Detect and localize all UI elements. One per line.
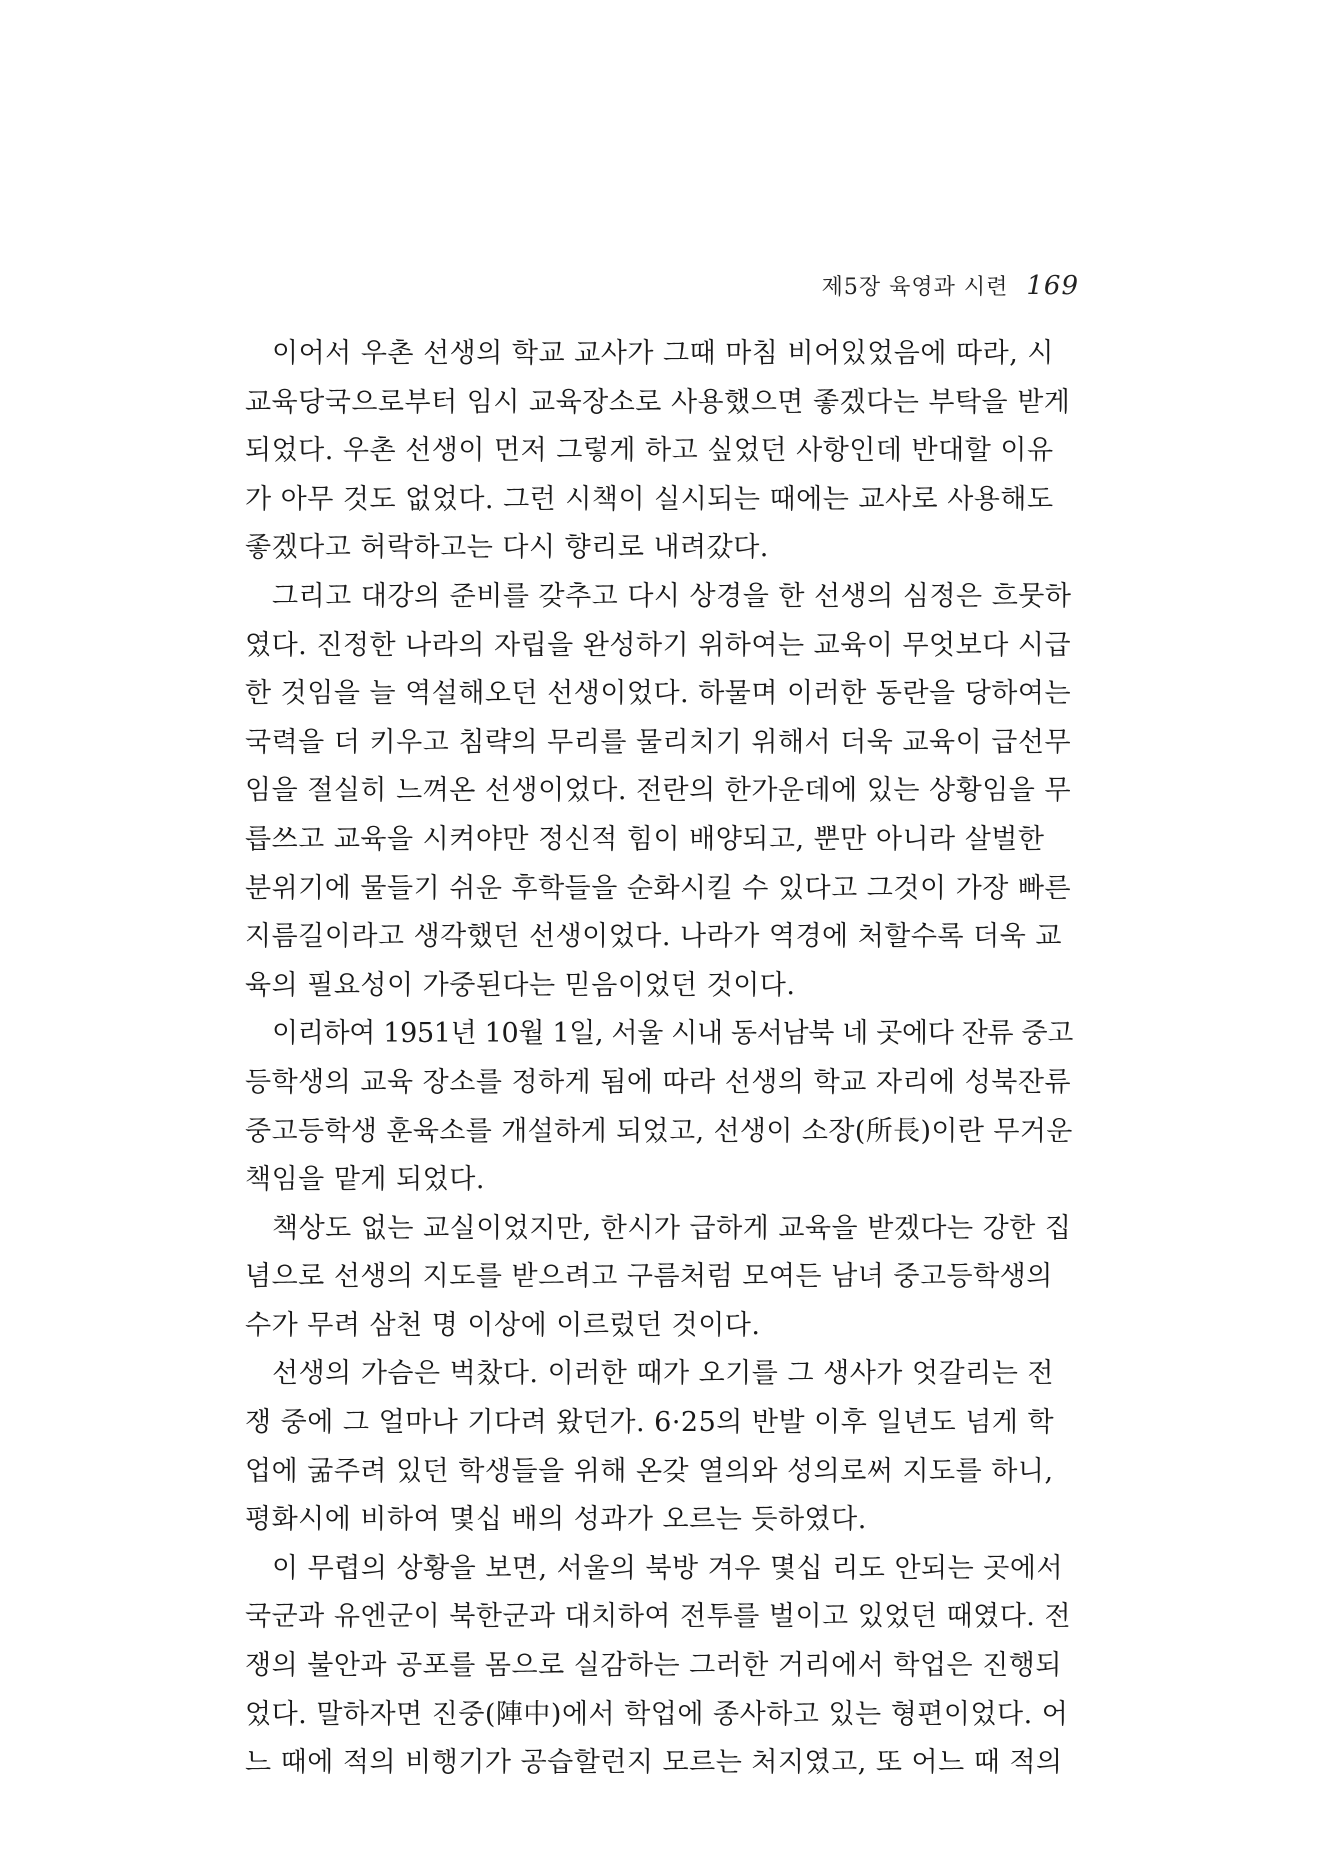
text-line: 육의 필요성이 가중된다는 믿음이었던 것이다. [245, 969, 796, 1001]
text-line: 수가 무려 삼천 명 이상에 이르렀던 것이다. [245, 1309, 761, 1341]
chapter-title: 제5장 육영과 시련 [821, 275, 1009, 300]
text-line: 등학생의 교육 장소를 정하게 됨에 따라 선생의 학교 자리에 성북잔류 [245, 1066, 1072, 1098]
text-line: 중고등학생 훈육소를 개설하게 되었고, 선생이 소장(所長)이란 무거운 [245, 1115, 1073, 1147]
text-line: 이 무렵의 상황을 보면, 서울의 북방 겨우 몇십 리도 안되는 곳에서 [272, 1552, 1064, 1584]
text-line: 쟁의 불안과 공포를 몸으로 실감하는 그러한 거리에서 학업은 진행되 [245, 1650, 1062, 1682]
text-line: 한 것임을 늘 역설해오던 선생이었다. 하물며 이러한 동란을 당하여는 [245, 678, 1072, 710]
text-line: 느 때에 적의 비행기가 공습할런지 모르는 처지였고, 또 어느 때 적의 [245, 1747, 1063, 1779]
text-line: 분위기에 물들기 쉬운 후학들을 순화시킬 수 있다고 그것이 가장 빠른 [245, 872, 1072, 904]
body-text [245, 330, 1073, 1788]
text-line: 좋겠다고 허락하고는 다시 향리로 내려갔다. [245, 532, 769, 564]
text-line: 선생의 가슴은 벅찼다. 이러한 때가 오기를 그 생사가 엇갈리는 전 [272, 1358, 1054, 1390]
page-number: 169 [1026, 271, 1079, 301]
text-line: 이어서 우촌 선생의 학교 교사가 그때 마침 비어있었음에 따라, 시 [272, 338, 1054, 369]
text-line: 가 아무 것도 없었다. 그런 시책이 실시되는 때에는 교사로 사용해도 [245, 483, 1054, 515]
text-line: 책임을 맡게 되었다. [245, 1164, 485, 1196]
text-line: 업에 굶주려 있던 학생들을 위해 온갖 열의와 성의로써 지도를 하니, [245, 1455, 1054, 1487]
text-line: 되었다. 우촌 선생이 먼저 그렇게 하고 싶었던 사항인데 반대할 이유 [245, 435, 1054, 467]
text-line: 이리하여 1951년 10월 1일, 서울 시내 동서남북 네 곳에다 잔류 중고 [272, 1018, 1074, 1050]
running-head [822, 270, 1079, 301]
text-line: 평화시에 비하여 몇십 배의 성과가 오르는 듯하였다. [245, 1504, 867, 1536]
text-line: 릅쓰고 교육을 시켜야만 정신적 힘이 배양되고, 뿐만 아니라 살벌한 [245, 823, 1045, 855]
text-line: 지름길이라고 생각했던 선생이었다. 나라가 역경에 처할수록 더욱 교 [245, 921, 1062, 953]
text-line: 책상도 없는 교실이었지만, 한시가 급하게 교육을 받겠다는 강한 집 [272, 1212, 1072, 1244]
text-line: 국군과 유엔군이 북한군과 대치하여 전투를 벌이고 있었던 때였다. 전 [245, 1601, 1072, 1633]
text-line: 념으로 선생의 지도를 받으려고 구름처럼 모여든 남녀 중고등학생의 [245, 1261, 1053, 1293]
text-line: 교육당국으로부터 임시 교육장소로 사용했으면 좋겠다는 부탁을 받게 [245, 386, 1071, 418]
text-line: 임을 절실히 느껴온 선생이었다. 전란의 한가운데에 있는 상황임을 무 [245, 775, 1072, 807]
text-line: 국력을 더 키우고 침략의 무리를 물리치기 위해서 더욱 교육이 급선무 [245, 726, 1072, 758]
text-line: 그리고 대강의 준비를 갖추고 다시 상경을 한 선생의 심정은 흐뭇하 [272, 580, 1072, 612]
text-line: 였다. 진정한 나라의 자립을 완성하기 위하여는 교육이 무엇보다 시급 [245, 629, 1072, 661]
text-line: 었다. 말하자면 진중(陣中)에서 학업에 종사하고 있는 형편이었다. 어 [245, 1698, 1069, 1730]
text-line: 쟁 중에 그 얼마나 기다려 왔던가. 6·25의 반발 이후 일년도 넘게 학 [245, 1407, 1055, 1439]
